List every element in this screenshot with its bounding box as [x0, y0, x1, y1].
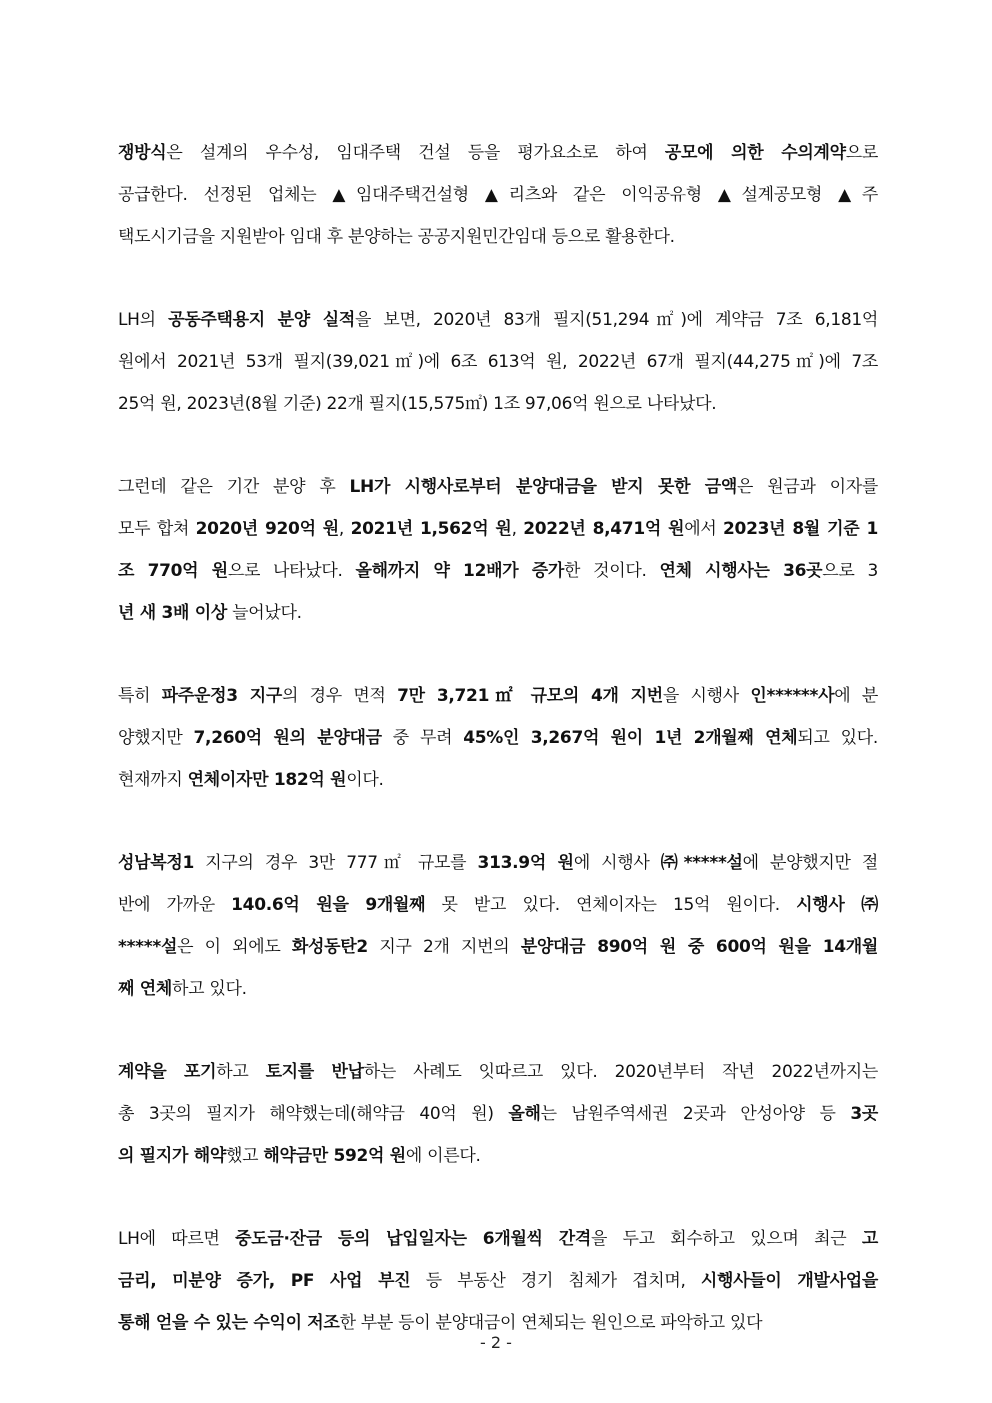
- emphasis-text: 금리, 미분양 증가, PF 사업 부진: [118, 1271, 411, 1291]
- paragraph: [118, 1051, 878, 1177]
- body-text: 은 설계의 우수성, 임대주택 건설 등을 평가요소로 하여: [166, 143, 665, 163]
- body-text: 원에서 2021년 53개 필지(39,021㎡)에 6조 613억 원, 2022년 67개 필지(44,275㎡)에 7조: [118, 352, 878, 372]
- emphasis-text: 7만 3,721㎡ 규모의 4개 지번: [397, 686, 663, 706]
- text-line: [118, 1051, 878, 1093]
- body-text: 에 이른다.: [405, 1146, 481, 1166]
- emphasis-text: 쟁방식: [118, 143, 167, 163]
- body-text: 은 이 외에도: [177, 937, 292, 957]
- emphasis-text: 2023년 8월 기준 1: [723, 519, 878, 539]
- body-text: 중 무려: [381, 728, 464, 748]
- text-line: [118, 1218, 878, 1260]
- paragraph: [118, 132, 878, 258]
- text-line: [118, 759, 878, 801]
- text-line: [118, 216, 878, 258]
- emphasis-text: 토지를 반납: [265, 1062, 364, 1082]
- emphasis-text: LH가 시행사로부터 분양대금을 받지 못한 금액: [349, 477, 738, 497]
- body-text: 는 남원주역세권 2곳과 안성아양 등: [540, 1104, 851, 1124]
- emphasis-text: 통해 얻을 수 있는 수익이 저조: [118, 1313, 340, 1333]
- body-text: 총 3곳의 필지가 해약했는데(해약금 40억 원): [118, 1104, 509, 1124]
- emphasis-text: 성남복정1: [118, 853, 195, 873]
- body-text: 에 분양했지만 절: [742, 853, 878, 873]
- emphasis-text: 조 770억 원: [118, 561, 228, 581]
- body-text: 하는 사례도 잇따르고 있다. 2020년부터 작년 2022년까지는: [363, 1062, 878, 1082]
- body-text: 으로: [845, 143, 878, 163]
- text-line: [118, 1093, 878, 1135]
- emphasis-text: 연체 시행사는 36곳: [659, 561, 823, 581]
- text-line: [118, 466, 878, 508]
- emphasis-text: 7,260억 원의 분양대금: [193, 728, 382, 748]
- emphasis-text: 파주운정3 지구: [161, 686, 283, 706]
- body-text: 한 것이다.: [564, 561, 660, 581]
- text-line: [118, 592, 878, 634]
- body-text: 지구의 경우 3만 777㎡ 규모를: [194, 853, 478, 873]
- body-text: 25억 원, 2023년(8월 기준) 22개 필지(15,575㎡) 1조 97,06억 원으로 나타났다.: [118, 394, 717, 414]
- emphasis-text: 공모에 의한 수의계약: [664, 143, 846, 163]
- text-line: [118, 132, 878, 174]
- text-line: [118, 884, 878, 926]
- body-text: 으로 3: [822, 561, 878, 581]
- emphasis-text: 인******사: [750, 686, 835, 706]
- body-text: 그런데 같은 기간 분양 후: [118, 477, 350, 497]
- text-line: [118, 1135, 878, 1177]
- body-text: 늘어났다.: [227, 603, 302, 623]
- page-number: - 2 -: [480, 1333, 512, 1352]
- body-text: 이다.: [346, 770, 384, 790]
- body-text: 현재까지: [118, 770, 188, 790]
- body-text: 을 시행사: [662, 686, 751, 706]
- emphasis-text: 계약을 포기: [118, 1062, 217, 1082]
- emphasis-text: 시행사 ㈜: [796, 895, 878, 915]
- body-text: 모두 합쳐: [118, 519, 196, 539]
- emphasis-text: 시행사들이 개발사업을: [700, 1271, 878, 1291]
- emphasis-text: 45%인 3,267억 원이 1년 2개월째 연체: [463, 728, 798, 748]
- text-line: [118, 174, 878, 216]
- text-line: [118, 675, 878, 717]
- body-text: 을 보면, 2020년 83개 필지(51,294㎡)에 계약금 7조 6,181억: [354, 310, 878, 330]
- emphasis-text: 년 새 3배 이상: [118, 603, 227, 623]
- emphasis-text: 화성동탄2: [291, 937, 368, 957]
- body-text: 되고 있다.: [797, 728, 878, 748]
- emphasis-text: 째 연체: [118, 979, 172, 999]
- document-body: [118, 132, 878, 1385]
- paragraph: [118, 466, 878, 634]
- paragraph: [118, 299, 878, 425]
- emphasis-text: 연체이자만 182억 원: [187, 770, 347, 790]
- body-text: 에 시행사: [573, 853, 661, 873]
- text-line: [118, 842, 878, 884]
- emphasis-text: 해약금만 592억 원: [263, 1146, 406, 1166]
- text-line: [118, 550, 878, 592]
- text-line: [118, 968, 878, 1010]
- paragraph: [118, 675, 878, 801]
- body-text: 했고: [225, 1146, 264, 1166]
- emphasis-text: 3곳: [850, 1104, 878, 1124]
- body-text: 하고 있다.: [172, 979, 247, 999]
- text-line: [118, 1260, 878, 1302]
- emphasis-text: 의 필지가 해약: [118, 1146, 226, 1166]
- body-text: 의 경우 면적: [282, 686, 398, 706]
- emphasis-text: ㈜*****설: [660, 853, 743, 873]
- body-text: 한 부분 등이 분양대금이 연체되는 원인으로 파악하고 있다: [339, 1313, 763, 1333]
- emphasis-text: 분양대금 890억 원 중 600억 원을 14개월: [520, 937, 879, 957]
- body-text: 으로 나타났다.: [227, 561, 356, 581]
- body-text: LH의: [118, 310, 169, 330]
- body-text: LH에 따르면: [118, 1229, 236, 1249]
- emphasis-text: 2022년 8,471억 원: [523, 519, 685, 539]
- body-text: 을 두고 회수하고 있으며 최근: [590, 1229, 862, 1249]
- emphasis-text: 2020년 920억 원: [195, 519, 339, 539]
- body-text: 에 분: [834, 686, 878, 706]
- paragraph: [118, 1218, 878, 1344]
- body-text: 에서: [684, 519, 724, 539]
- body-text: 은 원금과 이자를: [737, 477, 878, 497]
- emphasis-text: 313.9억 원: [477, 853, 574, 873]
- emphasis-text: 140.6억 원을 9개월째: [231, 895, 426, 915]
- body-text: 등 부동산 경기 침체가 겹치며,: [410, 1271, 701, 1291]
- body-text: 공급한다. 선정된 업체는 ▲임대주택건설형 ▲리츠와 같은 이익공유형 ▲설계공모형 ▲주: [118, 185, 878, 205]
- emphasis-text: 고: [861, 1229, 878, 1249]
- body-text: 특히: [118, 686, 162, 706]
- text-line: [118, 299, 878, 341]
- paragraph: [118, 842, 878, 1010]
- emphasis-text: *****설: [118, 937, 178, 957]
- body-text: 하고: [216, 1062, 266, 1082]
- body-text: ,: [338, 519, 351, 539]
- text-line: [118, 383, 878, 425]
- text-line: [118, 508, 878, 550]
- emphasis-text: 올해까지 약 12배가 증가: [355, 561, 565, 581]
- body-text: ,: [511, 519, 524, 539]
- text-line: [118, 926, 878, 968]
- body-text: 택도시기금을 지원받아 임대 후 분양하는 공공지원민간임대 등으로 활용한다.: [118, 227, 675, 247]
- emphasis-text: 2021년 1,562억 원: [350, 519, 512, 539]
- text-line: [118, 717, 878, 759]
- emphasis-text: 공동주택용지 분양 실적: [168, 310, 355, 330]
- body-text: 지구 2개 지번의: [367, 937, 521, 957]
- body-text: 반에 가까운: [118, 895, 232, 915]
- text-line: [118, 341, 878, 383]
- emphasis-text: 올해: [508, 1104, 541, 1124]
- emphasis-text: 중도금·잔금 등의 납입일자는 6개월씩 간격: [235, 1229, 591, 1249]
- body-text: 양했지만: [118, 728, 194, 748]
- body-text: 못 받고 있다. 연체이자는 15억 원이다.: [425, 895, 797, 915]
